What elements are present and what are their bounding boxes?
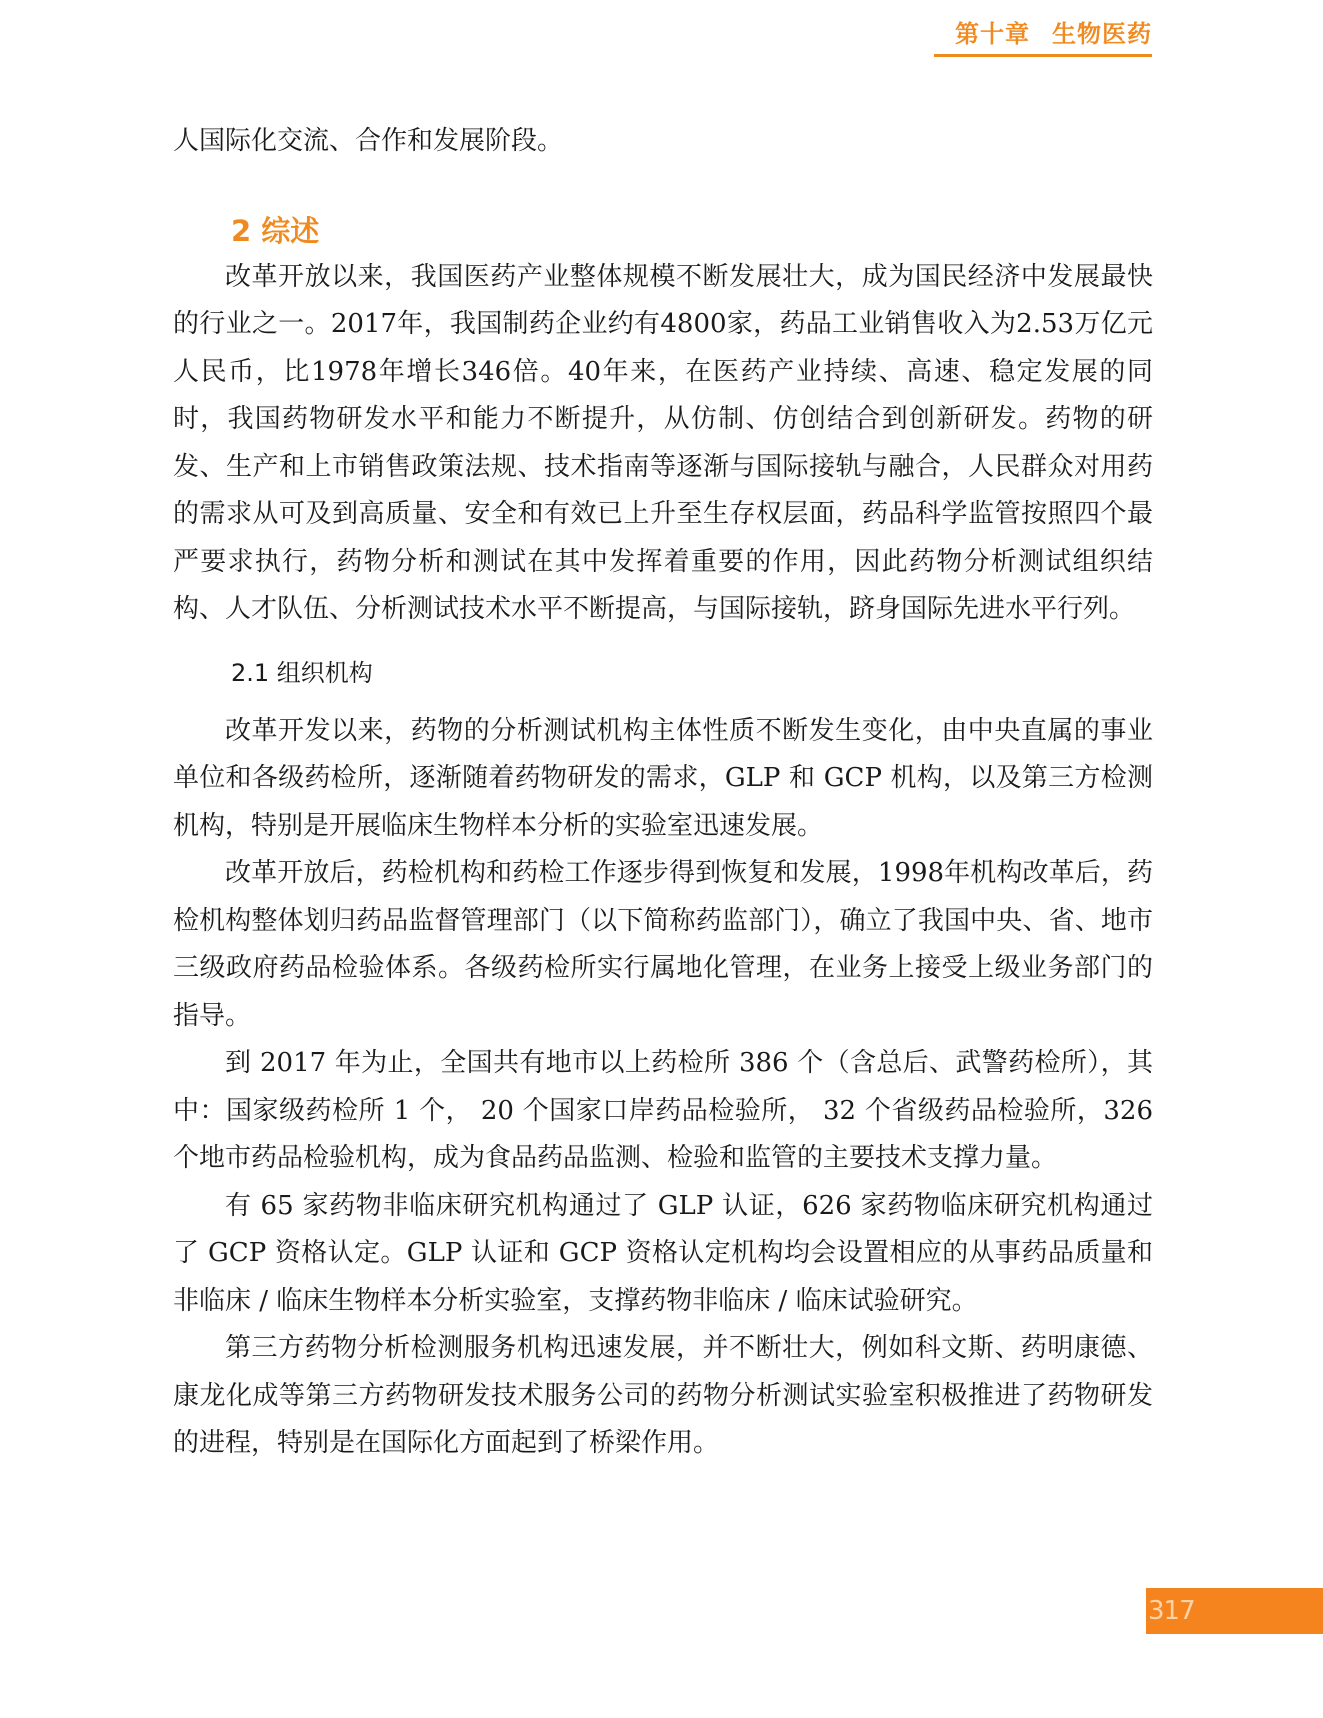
body-paragraph: 改革开发以来，药物的分析测试机构主体性质不断发生变化，由中央直属的事业单位和各级药检所，逐渐随着药物研发的需求，GLP 和 GCP 机构，以及第三方检测机构，特别是开展临床生物样本分析的实验室迅速发展。 <box>173 715 1153 841</box>
chapter-label: 第十章 <box>955 20 1030 48</box>
continuation-paragraph: 人国际化交流、合作和发展阶段。 <box>173 126 564 156</box>
body-paragraph: 有 65 家药物非临床研究机构通过了 GLP 认证，626 家药物临床研究机构通过了 GCP 资格认定。GLP 认证和 GCP 资格认定机构均会设置相应的从事药品质量和非临床 / 临床生物样本分析实验室，支撑药物非临床 / 临床试验研究。 <box>173 1190 1153 1316</box>
subsection-heading: 2.1 组织机构 <box>231 658 373 687</box>
section-intro-paragraph: 改革开放以来，我国医药产业整体规模不断发展壮大，成为国民经济中发展最快的行业之一。2017年，我国制药企业约有4800家，药品工业销售收入为2.53万亿元人民币，比1978年增长346倍。40年来，在医药产业持续、高速、稳定发展的同时，我国药物研发水平和能力不断提升，从仿制、仿创结合到创新研发。药物的研发、生产和上市销售政策法规、技术指南等逐渐与国际接轨与融合，人民群众对用药的需求从可及到高质量、安全和有效已上升至生存权层面，药品科学监管按照四个最严要求执行，药物分析和测试在其中发挥着重要的作用，因此药物分析测试组织结构、人才队伍、分析测试技术水平不断提高，与国际接轨，跻身国际先进水平行列。 <box>173 261 1153 624</box>
body-paragraph: 第三方药物分析检测服务机构迅速发展，并不断壮大，例如科文斯、药明康德、康龙化成等第三方药物研发技术服务公司的药物分析测试实验室积极推进了药物研发的进程，特别是在国际化方面起到了桥梁作用。 <box>173 1333 1153 1458</box>
section-heading: 2 综述 <box>231 213 320 248</box>
chapter-title: 生物医药 <box>1052 20 1152 48</box>
header-rule <box>934 54 1152 57</box>
page-number: 317 <box>1146 1588 1323 1634</box>
running-header <box>934 14 1152 49</box>
body-paragraph: 到 2017 年为止，全国共有地市以上药检所 386 个（含总后、武警药检所），其中：国家级药检所 1 个， 20 个国家口岸药品检验所， 32 个省级药品检验所，326 个地市药品检验机构，成为食品药品监测、检验和监管的主要技术支撑力量。 <box>173 1048 1153 1173</box>
body-paragraph: 改革开放后，药检机构和药检工作逐步得到恢复和发展，1998年机构改革后，药检机构整体划归药品监督管理部门（以下简称药监部门），确立了我国中央、省、地市三级政府药品检验体系。各级药检所实行属地化管理，在业务上接受上级业务部门的指导。 <box>173 858 1153 1031</box>
page-content <box>173 118 1153 1468</box>
